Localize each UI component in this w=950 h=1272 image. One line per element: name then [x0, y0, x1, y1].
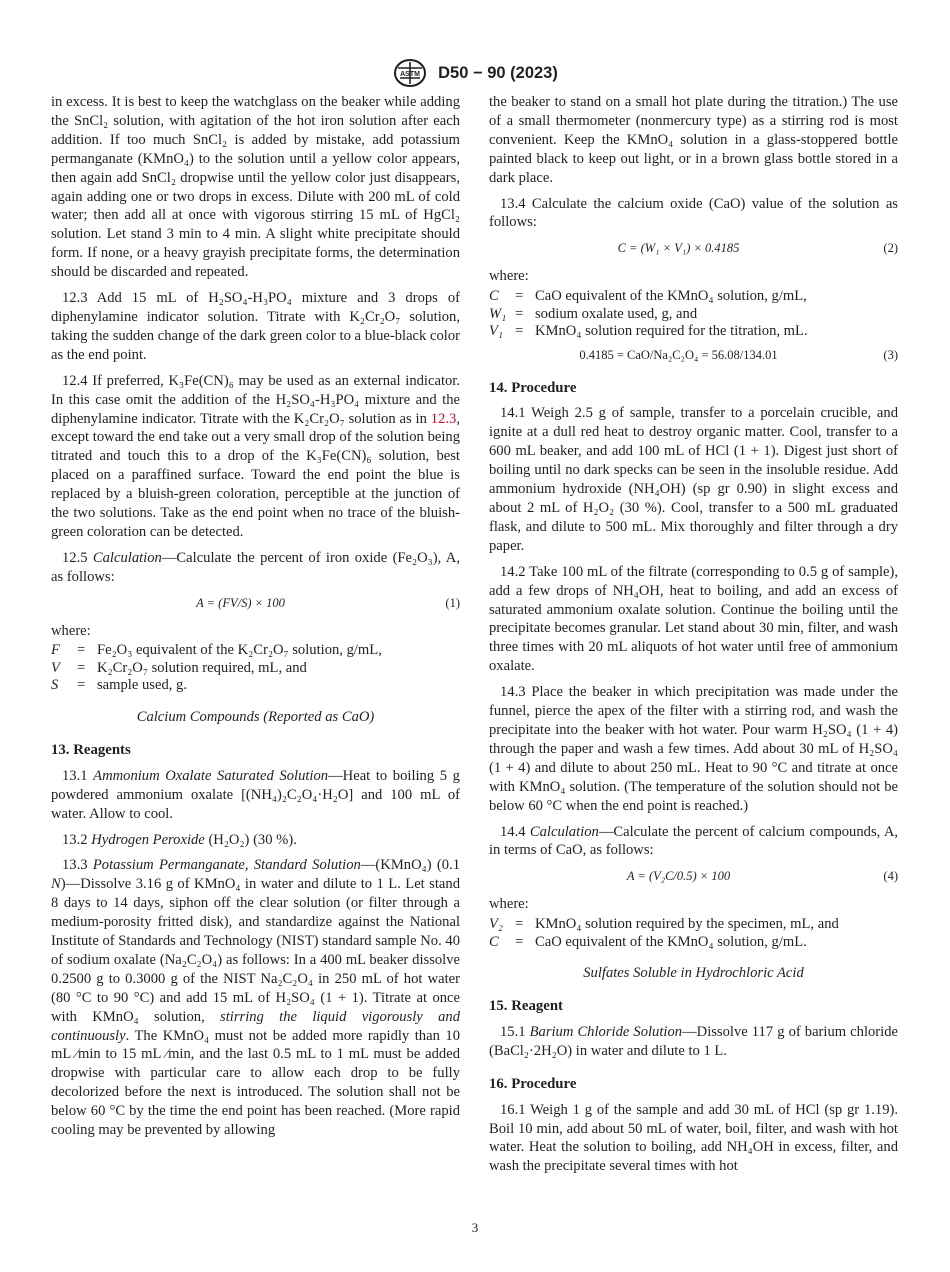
paragraph-14-1: 14.1 Weigh 2.5 g of sample, transfer to a porcelain crucible, and ignite at a dull red heat to destroy organic matter. Cool, transfer to a 600 mL beaker, and add 100 mL of HCl (1 + 1). Digest just short of boiling until no dark specks can be seen in the insoluble residue. Add ammonium hydroxide (NH₄OH) (sp gr 0.90) in slight excess and about 2 mL of H₂O₂ (30 %). Cool, transfer to a 500 mL graduated flask, and dilute to 500 mL. Mix thoroughly and filter through a dry paper. [489, 405, 898, 554]
where-label: where: [489, 268, 529, 285]
paragraph-14-3: 14.3 Place the beaker in which precipitation was made under the funnel, pierce the apex of the filter with a stirring rod, and wash the precipitate into the beaker with hot water. Pour warm H₂SO₄ (1 + 4) through the paper and wash a few times. Add about 30 mL of H₂SO₄ (1 + 4) and dilute to about 250 mL. Heat to 90 °C and titrate at once with KMnO₄ solution. (The temperature of the solution should not be below 60 °C when the end point is reached.) [489, 684, 898, 814]
where-label: where: [51, 622, 91, 639]
where-list-1 [51, 642, 460, 695]
where-row: S = sample used, g. [51, 677, 187, 694]
page-number: 3 [471, 1220, 479, 1235]
heading-13-reagents: 13. Reagents [51, 741, 131, 758]
paragraph-13-1: 13.1 Ammonium Oxalate Saturated Solution—Heat to boiling 5 g powdered ammonium oxalate [(NH₄)₂C₂O₄·H₂O] and 100 mL of water. Allow to cool. [51, 767, 460, 822]
where-row: F = Fe₂O₃ equivalent of the K₂Cr₂O₇ solution, g/mL, [51, 642, 382, 659]
where-row: V₂ = KMnO₄ solution required by the specimen, mL, and [489, 916, 839, 933]
link-12-3[interactable]: 12.3 [430, 410, 457, 427]
heading-15-reagent: 15. Reagent [489, 998, 563, 1015]
paragraph-12-4: 12.4 If preferred, K₃Fe(CN)₆ may be used as an external indicator. In this case omit the addition of the H₂SO₄-H₃PO₄ mixture and the diphenylamine indicator. Titrate with the K₂Cr₂O₇ solution as in 12.3, except toward the end take out a very small drop of the solution being titrated and touch this to a drop of the K₃Fe(CN)₆ solution, best placed on a paraffined surface. Toward the end point the blue is replaced by a bluish-green coloration, perceptible at the junction of the two solutions. Take as the end point when no trace of the bluish-green coloration can be detected. [51, 372, 460, 540]
paragraph-15-1: 15.1 Barium Chloride Solution—Dissolve 117 g of barium chloride (BaCl₂·2H₂O) in water and dilute to 1 L. [489, 1023, 899, 1059]
paragraph-12-5: 12.5 Calculation—Calculate the percent of iron oxide (Fe₂O₃), A, as follows: [51, 549, 460, 585]
paragraph-13-4: 13.4 Calculate the calcium oxide (CaO) value of the solution as follows: [489, 195, 898, 231]
where-list-4 [489, 916, 898, 951]
page-header [0, 58, 950, 88]
equation-3: 0.4185 = CaO/Na₂C₂O₄ = 56.08/134.01 (3) [579, 347, 898, 362]
heading-16-procedure: 16. Procedure [489, 1075, 577, 1092]
paragraph-12-3: 12.3 Add 15 mL of H₂SO₄-H₃PO₄ mixture and 3 drops of diphenylamine indicator solution. Titrate with K₂Cr₂O₇ solution, taking the sudden change of the dark green color to a blue-black color as the end point. [51, 290, 460, 363]
left-column [51, 93, 460, 1147]
document-id: D50 − 90 (2023) [438, 63, 558, 82]
section-subtitle-sulfates: Sulfates Soluble in Hydrochloric Acid [583, 965, 804, 982]
where-label: where: [489, 896, 529, 913]
paragraph-14-4: 14.4 Calculation—Calculate the percent of calcium compounds, A, in terms of CaO, as follows: [489, 823, 899, 859]
paragraph-continuation-right: the beaker to stand on a small hot plate during the titration.) The use of a small thermometer (nonmercury type) as a stirring rod is most convenient. Keep the KMnO₄ solution in a glass-stoppered bottle painted black to keep out light, or in a brown glass bottle stored in a dark place. [489, 94, 898, 186]
right-column [489, 93, 898, 1183]
svg-text:ASTM: ASTM [400, 71, 421, 78]
equation-2: C = (W₁ × V₁) × 0.4185 (2) [617, 241, 898, 256]
where-row: C = CaO equivalent of the KMnO₄ solution, g/mL. [489, 933, 807, 950]
where-list-2 [489, 288, 898, 341]
section-subtitle-calcium: Calcium Compounds (Reported as CaO) [136, 708, 375, 725]
where-row: V = K₂Cr₂O₇ solution required, mL, and [51, 659, 307, 676]
astm-logo-icon [392, 58, 428, 88]
paragraph-13-3: 13.3 Potassium Permanganate, Standard Solution—(KMnO₄) (0.1 N)—Dissolve 3.16 g of KMnO₄ in water and dilute to 1 L. Let stand 8 days to 14 days, siphon off the clear solution (or filter through a medium-porosity fritted disk), and standardize against the National Institute of Standards and Technology (NIST) standard sample No. 40 of sodium oxalate (Na₂C₂O₄) as follows: In a 400 mL beaker dissolve 0.2500 g to 0.3000 g of the NIST Na₂C₂O₄ in 250 mL of hot water (80 °C to 90 °C) and add 15 mL of H₂SO₄ (1 + 1). Titrate at once with KMnO₄ solution, stirring the liquid vigorously and continuously. The KMnO₄ must not be added more rapidly than 10 mL ⁄min to 15 mL ⁄min, and the last 0.5 mL to 1 mL must be added dropwise with particular care to allow each drop to be fully decolorized before the next is introduced. The solution shall not be below 60 °C by the time the end point has been reached. (More rapid cooling may be prevented by allowing [51, 857, 460, 1139]
equation-4: A = (V₂C/0.5) × 100 (4) [626, 869, 898, 884]
paragraph-16-1: 16.1 Weigh 1 g of the sample and add 30 mL of HCl (sp gr 1.19). Boil 10 min, add about 50 mL of water, boil, filter, and wash with hot water. Heat the solution to boiling, add NH₄OH in excess, filter, and wash the precipitate several times with hot [489, 1101, 898, 1175]
equation-1: A = (FV/S) × 100 (1) [196, 595, 460, 610]
where-row: V₁ = KMnO₄ solution required for the titration, mL. [489, 323, 808, 340]
where-row: W₁ = sodium oxalate used, g, and [489, 305, 698, 322]
paragraph-13-2: 13.2 Hydrogen Peroxide (H₂O₂) (30 %). [62, 831, 297, 848]
where-row: C = CaO equivalent of the KMnO₄ solution, g/mL, [489, 288, 807, 305]
heading-14-procedure: 14. Procedure [489, 379, 577, 396]
paragraph-14-2: 14.2 Take 100 mL of the filtrate (corresponding to 0.5 g of sample), add a few drops of NH₄OH, heat to boiling, and add an excess of saturated ammonium oxalate solution. Continue the boiling until the precipitate becomes granular. Let stand about 30 min, filter, and wash three times with 20 mL aliquots of hot water until free of ammonium oxalate. [489, 563, 898, 675]
paragraph-continuation: in excess. It is best to keep the watchglass on the beaker while adding the SnCl₂ solution, with agitation of the hot iron solution after each addition. If too much SnCl₂ is added by mistake, add potassium permanganate (KMnO₄) to the solution until a yellow color appears, then again add SnCl₂ dropwise until the yellow color just disappears, again adding one or two drops in excess. Dilute with 200 mL of cold water; then add all at once with vigorous stirring 15 mL of HgCl₂ solution. Let stand 3 min to 4 min. A slight white precipitate should form. If none, or a heavy grayish precipitate forms, the determination should be discarded and repeated. [51, 94, 460, 281]
